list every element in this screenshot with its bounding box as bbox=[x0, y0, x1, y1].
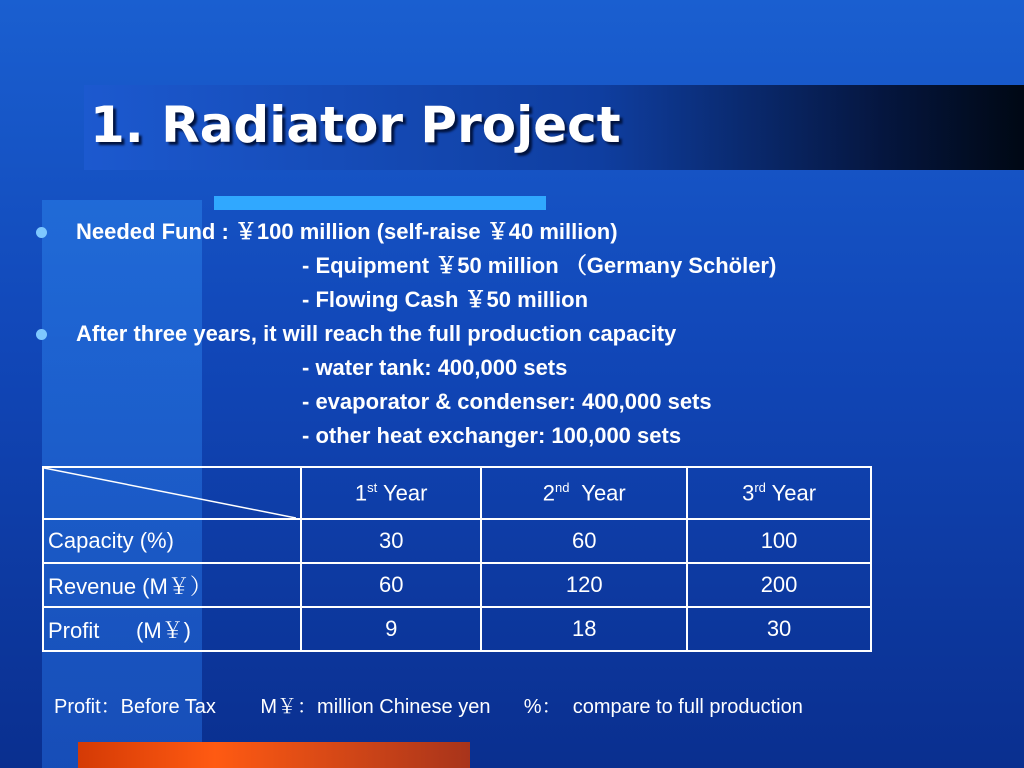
projection-table bbox=[42, 466, 872, 652]
column-header-number: 2 bbox=[542, 480, 555, 506]
column-header-suffix: rd bbox=[754, 479, 766, 495]
column-header-number: 1 bbox=[354, 480, 368, 506]
table-row bbox=[43, 607, 871, 651]
bullet-list bbox=[36, 218, 996, 456]
bullet-dot-icon bbox=[36, 227, 47, 238]
column-header bbox=[687, 467, 871, 519]
table-cell: 30 bbox=[687, 607, 871, 651]
footnote: Profit：Before Tax M￥：million Chinese yen %： compare to full production bbox=[54, 696, 803, 718]
table-cell: 200 bbox=[687, 563, 871, 607]
bullet-item bbox=[36, 218, 996, 252]
bullet-dot-icon bbox=[36, 329, 47, 340]
sub-item-text: - Equipment ￥50 million （Germany Schöler) bbox=[302, 253, 777, 278]
table-cell: 60 bbox=[481, 519, 687, 563]
sub-item bbox=[36, 286, 996, 320]
column-header-word: Year bbox=[575, 480, 626, 506]
table-cell: 30 bbox=[301, 519, 481, 563]
diagonal-line-icon bbox=[44, 468, 296, 518]
sub-item bbox=[36, 354, 996, 388]
column-header bbox=[301, 467, 481, 519]
sub-item-text: - evaporator & condenser: 400,000 sets bbox=[302, 389, 712, 414]
decorative-bottom-bar bbox=[78, 742, 470, 768]
sub-item-text: - Flowing Cash ￥50 million bbox=[302, 287, 589, 312]
table-corner-cell bbox=[43, 467, 301, 519]
bullet-item bbox=[36, 320, 996, 354]
table-cell: 60 bbox=[301, 563, 481, 607]
table-cell: 100 bbox=[687, 519, 871, 563]
table-row bbox=[43, 563, 871, 607]
sub-item-text: - water tank: 400,000 sets bbox=[302, 355, 568, 380]
table-row bbox=[43, 519, 871, 563]
sub-item bbox=[36, 388, 996, 422]
row-label: Profit (M￥) bbox=[43, 607, 301, 651]
sub-item bbox=[36, 422, 996, 456]
table-header-row bbox=[43, 467, 871, 519]
sub-item-text: - other heat exchanger: 100,000 sets bbox=[302, 423, 682, 448]
column-header bbox=[481, 467, 687, 519]
bullet-text: Needed Fund : ￥100 million (self-raise ￥40 million) bbox=[76, 219, 618, 244]
column-header-suffix: nd bbox=[554, 479, 570, 495]
sub-item bbox=[36, 252, 996, 286]
column-header-number: 3 bbox=[742, 480, 755, 506]
slide-title: 1. Radiator Project bbox=[90, 96, 621, 154]
title-underline-bar bbox=[214, 196, 546, 210]
row-label: Capacity (%) bbox=[43, 519, 301, 563]
bullet-text: After three years, it will reach the full production capacity bbox=[76, 321, 677, 346]
column-header-word: Year bbox=[771, 480, 817, 506]
table-cell: 120 bbox=[481, 563, 687, 607]
table-cell: 18 bbox=[481, 607, 687, 651]
column-header-word: Year bbox=[383, 480, 428, 506]
row-label: Revenue (M￥） bbox=[43, 563, 301, 607]
column-header-suffix: st bbox=[367, 479, 378, 495]
table-cell: 9 bbox=[301, 607, 481, 651]
